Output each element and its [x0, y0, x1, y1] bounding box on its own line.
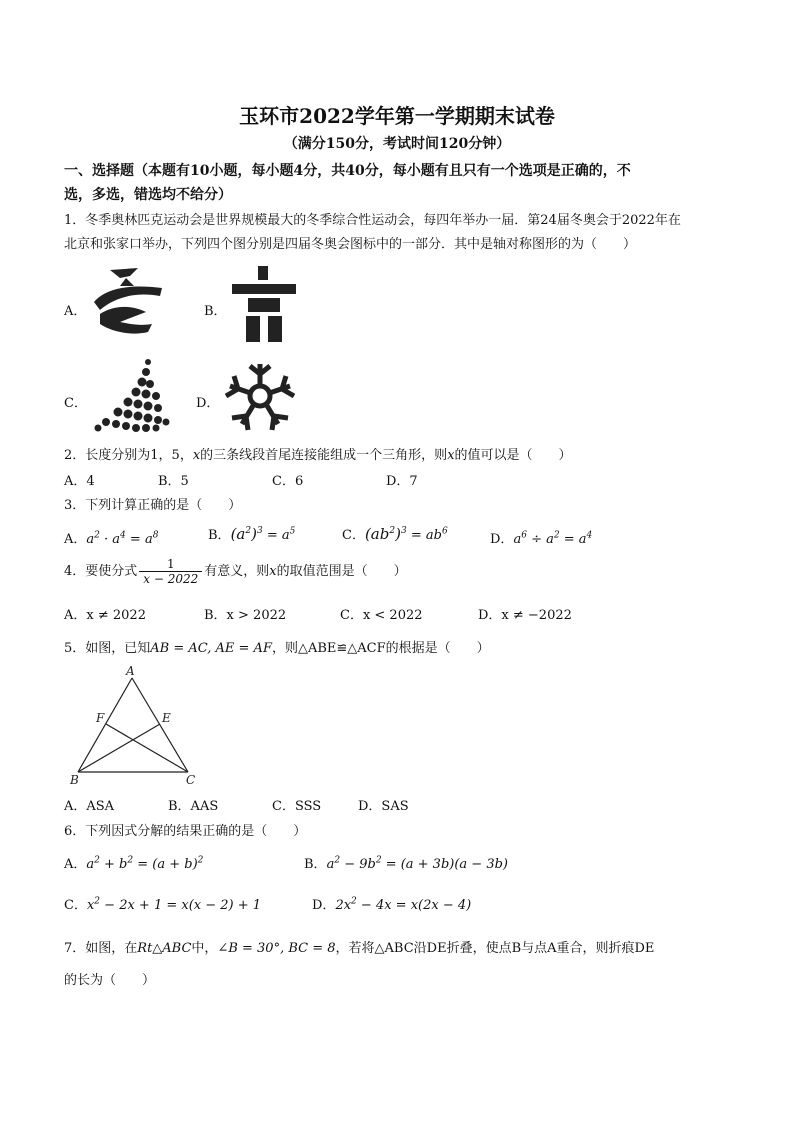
q1-option-d-label: D． [196, 396, 220, 411]
q2-option-d: D．7 [386, 474, 418, 489]
q5-label-b: B [70, 773, 79, 787]
q4-option-d: D．x ≠ −2022 [478, 608, 572, 623]
q1-option-a-label: A． [64, 304, 87, 319]
q3-option-a: A．$a^2 \cdot a^4 = a^8$ [64, 530, 159, 547]
q2-variable-x: x [192, 448, 201, 463]
q1-option-b-label: B． [204, 304, 227, 319]
q5-condition: AB = AC, AE = AF [150, 641, 272, 656]
q5-label-f: F [96, 711, 105, 725]
q7-condition: ∠B = 30°, BC = 8 [217, 941, 336, 956]
q6-option-b: B．$a^2 - 9b^2 = (a + 3b)(a - 3b)$ [304, 855, 508, 872]
q4-option-a: A．x ≠ 2022 [64, 608, 146, 623]
q2-option-c: C．6 [272, 474, 304, 489]
q5-label-a: A [126, 664, 135, 678]
q6-option-d: D．$2x^2 - 4x = x(2x - 4)$ [312, 896, 472, 913]
q6-stem: 6．下列因式分解的结果正确的是（ ） [64, 824, 307, 839]
q1-option-c-label: C． [64, 396, 87, 411]
q5-option-a: A．ASA [64, 799, 115, 814]
section-heading-line1: 一、选择题（本题有10小题，每小题4分，共40分，每小题有且只有一个选项是正确的，不 [64, 163, 631, 179]
q2-variable-x-2: x [447, 448, 455, 463]
q4-stem: 4．要使分式 $\frac{1}{x - 2022}$ 有意义，则x的取值范围是（ ） [64, 557, 407, 586]
snowflake-logo-icon [220, 356, 300, 436]
q6-option-c: C．$x^2 - 2x + 1 = x(x - 2) + 1$ [64, 896, 262, 913]
q2-option-b: B．5 [158, 474, 189, 489]
q3-stem: 3．下列计算正确的是（ ） [64, 498, 242, 513]
q6-option-a: A．$a^2 + b^2 = (a + b)^2$ [64, 855, 204, 872]
q1-stem-line1: 1．冬季奥林匹克运动会是世界规模最大的冬季综合性运动会，每四年举办一届．第24届冬奥会于2022年在 [64, 213, 681, 228]
q7-stem-line2: 的长为（ ） [64, 973, 156, 988]
q2-stem-part-b: 的三条线段首尾连接能组成一个三角形，则 [200, 448, 448, 463]
vancouver-inukshuk-logo-icon [226, 266, 302, 342]
q1-stem-line2: 北京和张家口举办，下列四个图分别是四届冬奥会图标中的一部分．其中是轴对称图形的为（ ） [64, 237, 637, 252]
q5-option-c: C．SSS [272, 799, 322, 814]
section-heading-line2: 选，多选，错选均不给分） [64, 187, 232, 203]
q4-option-b: B．x > 2022 [204, 608, 287, 623]
q2-stem-part-a: 2．长度分别为1，5， [64, 448, 193, 463]
q4-option-c: C．x < 2022 [340, 608, 423, 623]
q5-triangle-figure [66, 664, 206, 790]
sochi-pattern-logo-icon [90, 356, 172, 434]
q5-option-b: B．AAS [168, 799, 219, 814]
q2-option-a: A．4 [64, 474, 95, 489]
q2-stem [64, 444, 572, 463]
q5-label-c: C [186, 773, 196, 787]
q4-fraction: $\frac{1}{x - 2022}$ [139, 557, 202, 586]
q7-stem-line1: 7．如图，在Rt△ABC中，∠B = 30°, BC = 8，若将△ABC沿DE折叠，使点B与点A重合，则折痕DE [64, 941, 655, 956]
q3-option-b: B．$(a^2)^3 = a^5$ [208, 525, 296, 543]
q3-option-d: D．$a^6 \div a^2 = a^4$ [490, 530, 593, 547]
beijing-logo-icon [90, 266, 168, 342]
q3-option-c: C．$(ab^2)^3 = ab^6$ [342, 525, 448, 543]
q2-stem-part-c: 的值可以是（ ） [454, 448, 572, 463]
page-title: 玉环市2022学年第一学期期末试卷 [239, 104, 555, 128]
page-subtitle: （满分150分，考试时间120分钟） [283, 136, 511, 152]
q5-label-e: E [162, 711, 171, 725]
q5-option-d: D．SAS [358, 799, 409, 814]
q5-stem: 5．如图，已知AB = AC, AE = AF，则△ABE≌△ACF的根据是（ ） [64, 641, 490, 656]
